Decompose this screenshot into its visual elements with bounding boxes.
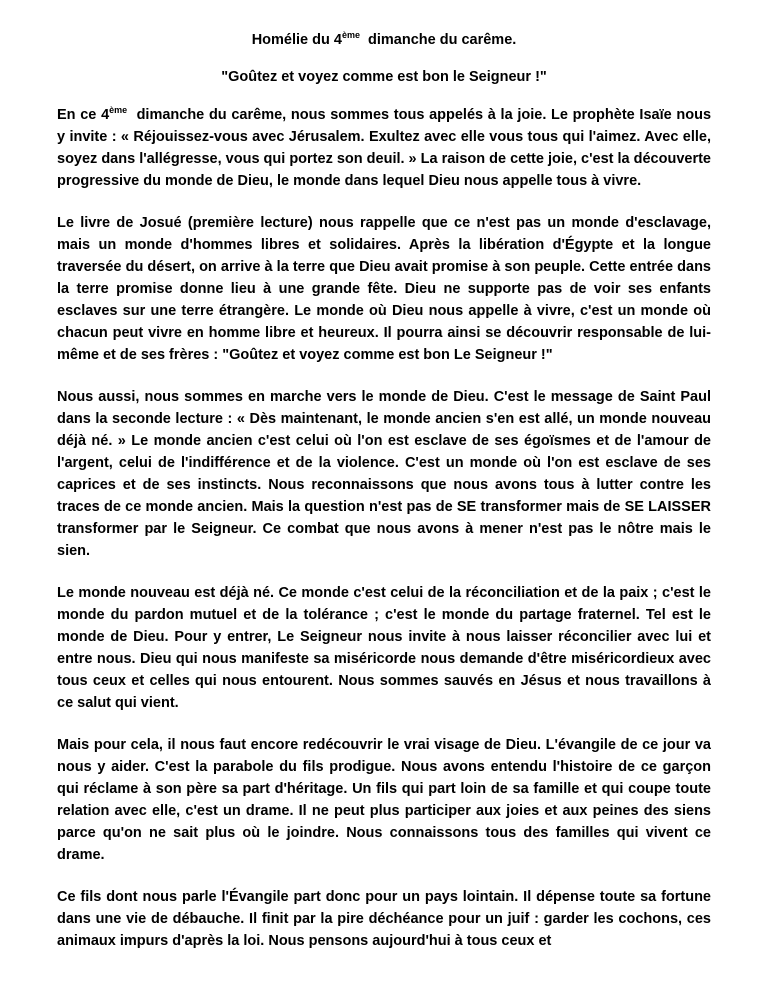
- title-superscript: ème: [341, 30, 360, 40]
- page-title: [57, 30, 711, 50]
- page-subtitle: "Goûtez et voyez comme est bon le Seigneur !": [221, 69, 547, 85]
- paragraph-1-superscript: ème: [109, 105, 128, 115]
- paragraph-1-start: En ce 4: [57, 107, 110, 123]
- paragraph-4: Le monde nouveau est déjà né. Ce monde c'est celui de la réconciliation et de la paix ; c'est le monde du pardon mutuel et de la tolérance ; c'est le monde du partage fraternel. Tel est le monde de Dieu. Pour y entrer, Le Seigneur nous invite à nous laisser réconcilier avec lui et entre nous. Dieu qui nous manifeste sa miséricorde nous demande d'être miséricordieux avec tous ceux et celles qui nous entourent. Nous sommes sauvés en Jésus et nous travaillons à ce salut qui vient.: [57, 585, 711, 711]
- paragraph-1-rest: dimanche du carême, nous sommes tous appelés à la joie. Le prophète Isaïe nous y invite : « Réjouissez-vous avec Jérusalem. Exultez avec elle vous tous qui l'aimez. Avec elle, soyez dans l'allégresse, vous qui portez son deuil. » La raison de cette joie, c'est la découverte progressive du monde de Dieu, le monde dans lequel Dieu nous appelle tous à vivre.: [57, 107, 716, 189]
- paragraph-3: Nous aussi, nous sommes en marche vers le monde de Dieu. C'est le message de Saint Paul dans la seconde lecture : « Dès maintenant, le monde ancien s'en est allé, un monde nouveau déjà né. » Le monde ancien c'est celui où l'on est esclave de ses égoïsmes et de l'amour de l'argent, celui de l'indifférence et de la violence. C'est un monde où l'on est esclave de ses caprices et de ses instincts. Nous reconnaissons que nous avons tous à lutter contre les traces de ce monde ancien. Mais la question n'est pas de SE transformer mais de SE LAISSER transformer par le Seigneur. Ce combat que nous avons à mener n'est pas le nôtre mais le sien.: [57, 389, 711, 559]
- title-text-start: Homélie du 4: [251, 32, 342, 48]
- paragraph-1: [57, 104, 716, 192]
- paragraph-6: Ce fils dont nous parle l'Évangile part donc pour un pays lointain. Il dépense toute sa fortune dans une vie de débauche. Il finit par la pire déchéance pour un juif : garder les cochons, ces animaux impurs d'après la loi. Nous pensons aujourd'hui à tous ceux et: [57, 889, 711, 949]
- paragraph-2: Le livre de Josué (première lecture) nous rappelle que ce n'est pas un monde d'esclavage, mais un monde d'hommes libres et solidaires. Après la libération d'Égypte et la longue traversée du désert, on arrive à la terre que Dieu avait promise à son peuple. Cette entrée dans la terre promise donne lieu à une grande fête. Dieu ne supporte pas de voir ses enfants esclaves sur une terre étrangère. Le monde où Dieu nous appelle à vivre, c'est un monde où chacun peut vivre en homme libre et heureux. Il pourra ainsi se découvrir responsable de lui-même et de ses frères : "Goûtez et voyez comme est bon Le Seigneur !": [57, 215, 711, 363]
- title-text-end: dimanche du carême.: [359, 32, 517, 48]
- paragraph-5: Mais pour cela, il nous faut encore redécouvrir le vrai visage de Dieu. L'évangile de ce jour va nous y aider. C'est la parabole du fils prodigue. Nous avons entendu l'histoire de ce garçon qui réclame à son père sa part d'héritage. Un fils qui part loin de sa famille et qui coupe toute relation avec elle, c'est un drame. Il ne peut plus participer aux joies et aux peines des siens parce qu'on ne sait plus où le joindre. Nous connaissons tous des familles qui vivent ce drame.: [57, 737, 711, 863]
